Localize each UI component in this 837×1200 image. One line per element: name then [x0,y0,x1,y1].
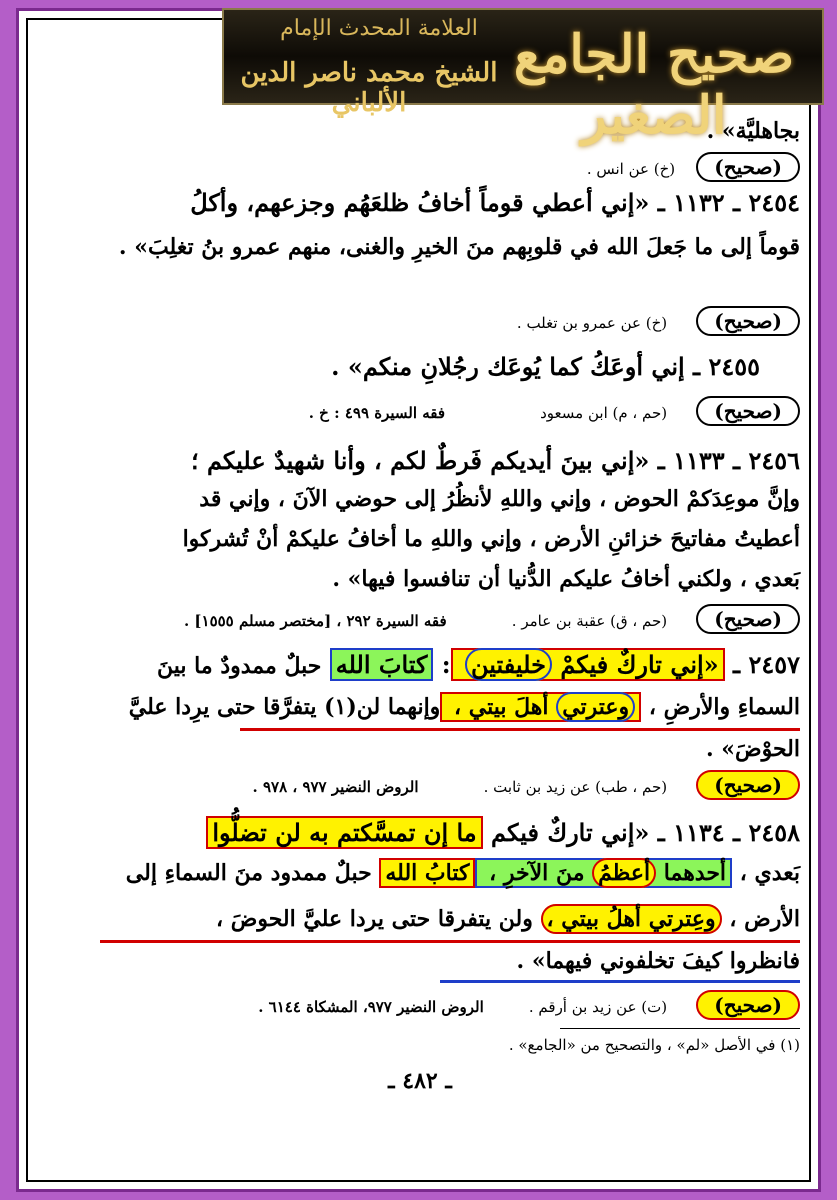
highlight-text: «إني تاركٌ فيكمْ [560,650,719,679]
highlight-oval: خليفتين [465,648,552,681]
source-text: (ت) عن زيد بن أرقم . [528,998,668,1016]
hadith-text: الأرض ، [729,906,800,932]
hadith-number: ٢٤٥٨ ـ ١١٣٤ ـ «إني تاركٌ فيكم [491,818,800,847]
blue-underline [440,980,800,983]
hadith-text: ولن يتفرقا حتى يردا عليَّ الحوضَ ، [215,906,533,932]
hadith-line: ٢٤٥٥ ـ إني أوعَكُ كما يُوعَك رجُلانِ منكم» . [331,352,760,381]
grade-row [40,152,800,182]
grade-row [40,306,800,336]
source-text: (حم ، طب) عن زيد بن ثابت . [483,778,668,796]
hadith-text: حبلٌ ممدود منَ السماءِ إلى [125,860,372,886]
hadith-text: السماءِ والأرضِ ، [648,694,800,720]
hadith-text: بَعدي ، [739,860,800,886]
hadith-line: أعطيتُ مفاتيحَ خزائنِ الأرض ، وإني واللهِ ما أخافُ عليكمْ أنْ تُشركوا [182,526,800,552]
reference-text: فقه السيرة ٤٩٩ : خ . [308,404,446,422]
highlight-box [451,648,725,681]
grade-badge: (صحيح) [696,306,800,336]
highlight-oval: وعترتي [556,692,635,722]
hadith-line [40,906,800,932]
page-number: ـ ٤٨٢ ـ [388,1068,452,1094]
hadith-line: وإنَّ موعِدَكمْ الحوض ، وإني واللهِ لأنظُرُ إلى حوضي الآنَ ، وإني قد [199,486,800,512]
hadith-text: حبلٌ ممدودٌ ما بينَ [157,653,322,679]
highlight-box: ما إن تمسَّكتم به لن تضلُّوا [206,816,482,849]
highlight-oval: وعِترتي أهلُ بيتي ، [541,904,722,934]
hadith-line: فانظروا كيفَ تخلفوني فيهما» . [516,948,800,974]
highlight-box-green: كتابَ الله [330,648,434,681]
grade-row [40,770,800,800]
red-underline [240,728,800,731]
hadith-line: ٢٤٥٦ ـ ١١٣٣ ـ «إني بينَ أيديكم فَرطٌ لكم ، وأنا شهيدٌ عليكم ؛ [190,446,800,475]
reference-text: الروض النضير ٩٧٧ ، ٩٧٨ . [252,778,419,796]
highlight-box-green [475,858,732,888]
hadith-line [40,694,800,720]
banner-subtitle-2: الشيخ محمد ناصر الدين الألباني [240,58,498,118]
source-text: (حم ، ق) عقبة بن عامر . [511,612,668,630]
highlight-text: أحدهما [663,860,727,886]
grade-badge: (صحيح) [696,152,800,182]
footnote: (١) في الأصل «لم» ، والتصحيح من «الجامع» . [508,1036,800,1054]
source-text: (خ) عن انس . [586,160,676,178]
hadith-line: الحوْضَ» . [705,736,800,762]
hadith-line: بَعدي ، ولكني أخافُ عليكم الدُّنيا أن تنافسوا فيها» . [332,566,800,592]
highlight-oval: أعظمُ [592,858,656,888]
highlight-text: منَ الآخرِ ، [489,860,585,886]
banner-subtitle-1: العلامة المحدث الإمام [280,16,478,41]
highlight-text: أهلَ بيتي ، [453,694,549,720]
grade-row [40,604,800,634]
hadith-line [40,860,800,886]
grade-badge: (صحيح) [696,396,800,426]
grade-badge: (صحيح) [696,770,800,800]
grade-badge: (صحيح) [696,604,800,634]
grade-row [40,990,800,1020]
reference-text: الروض النضير ٩٧٧، المشكاة ٦١٤٤ . [258,998,484,1016]
hadith-line-2457: ٢٤٥٧ ـ «إني تاركٌ فيكمْ خليفتين : كتابَ الله حبلٌ ممدودٌ ما بينَ [157,650,800,679]
highlight-box [440,692,641,722]
hadith-line: قوماً إلى ما جَعلَ الله في قلوبِهم منَ الخيرِ والغنى، منهم عمرو بنُ تغلِبَ» . [118,234,800,260]
highlight-box: كتابُ الله [379,858,475,888]
reference-text: فقه السيرة ٢٩٢ ، [مختصر مسلم ١٥٥٥] . [183,612,447,630]
hadith-text: وإنهما لن(١) يتفرَّقا حتى يرِدا عليَّ [128,694,441,720]
source-text: (حم ، م) ابن مسعود [540,404,668,422]
hadith-line: ٢٤٥٤ ـ ١١٣٢ ـ «إني أعطي قوماً أخافُ ظلعَهُم وجزعهم، وأكلُ [190,188,800,217]
grade-badge: (صحيح) [696,990,800,1020]
hadith-number: ٢٤٥٧ ـ [733,650,800,679]
source-text: (خ) عن عمرو بن تغلب . [516,314,668,332]
red-underline [100,940,800,943]
text-line: بجاهليَّة» . [706,118,800,144]
banner-title: صحيح الجامع الصغير [513,24,795,146]
grade-row [40,396,800,426]
hadith-line-2458 [40,818,800,847]
footnote-separator [560,1028,800,1029]
